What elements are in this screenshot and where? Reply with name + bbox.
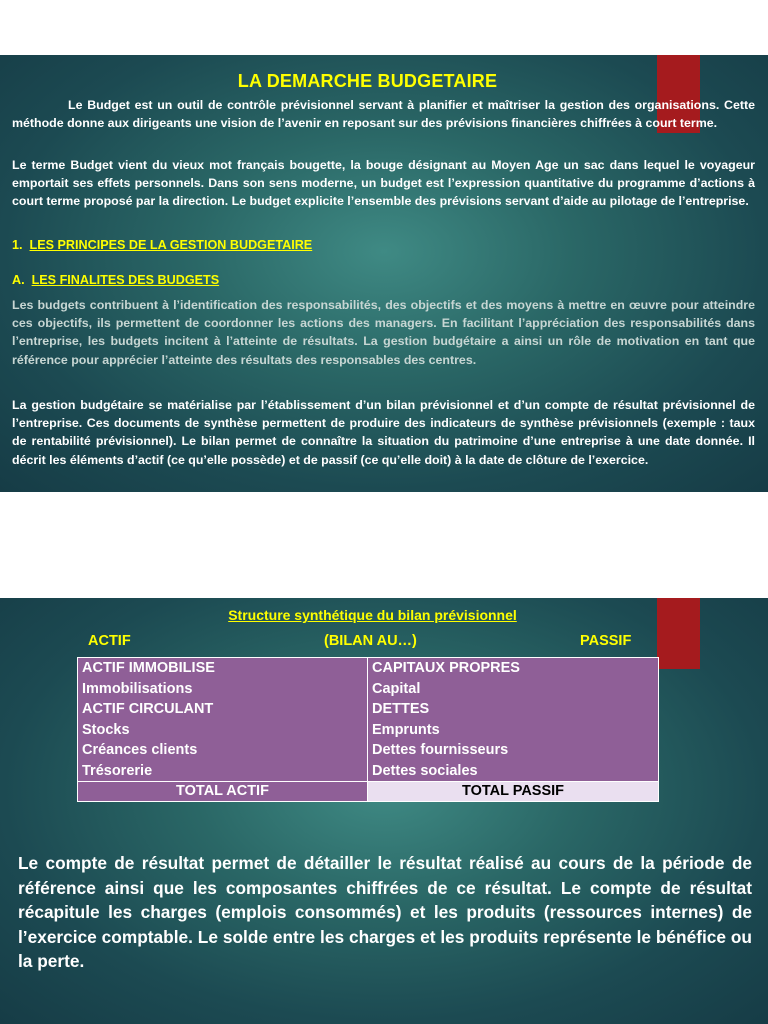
passif-header: PASSIF <box>580 633 632 649</box>
table-row <box>78 658 659 782</box>
list-item: Créances clients <box>82 742 198 758</box>
total-actif-cell: TOTAL ACTIF <box>78 782 368 802</box>
slide-bilan-structure <box>0 598 768 1024</box>
finalites-paragraph: Les budgets contribuent à l’identification des responsabilités, des objectifs et des moyens à mettre en œuvre pour atteindre ces objectifs, ils permettent de coordonner les actions des managers. En facilitant l’appréciation des responsabilités dans l’entreprise, les budgets incitent à l’atteinte de résultats. La gestion budgétaire a ainsi un rôle de motivation en tant que référence pour apprécier l’atteinte des résultats des responsables des centres. <box>12 298 755 367</box>
list-item: DETTES <box>372 701 430 717</box>
bilan-paragraph: La gestion budgétaire se matérialise par l’établissement d’un bilan prévisionnel et d’un compte de résultat prévisionnel de l’entreprise. Ces documents de synthèse permettent de produire des indicateurs de synthèse prévisionnels (exemple : taux de rentabilité prévisionnel). Le bilan permet de connaître la situation du patrimoine d’une entreprise à une date donnée. Il décrit les éléments d’actif (ce qu’elle possède) et de passif (ce qu’elle doit) à la date de clôture de l’exercice. <box>12 398 755 467</box>
slide-budget-approach <box>0 55 768 492</box>
section-label: LES FINALITES DES BUDGETS <box>31 273 220 287</box>
section-heading-principles <box>12 238 312 252</box>
section-letter: A. <box>12 273 25 287</box>
bilan-table <box>77 657 659 802</box>
actif-column <box>78 658 368 782</box>
etymology-paragraph: Le terme Budget vient du vieux mot français bougette, la bouge désignant au Moyen Age un sac dans lequel le voyageur emportait ses effets personnels. Dans son sens moderne, un budget est l’expression quantitative du programme d’actions à court terme proposé par la direction. Le budget explicite l’ensemble des prévisions servant d’aide au pilotage de l’entreprise. <box>12 158 755 209</box>
section-number: 1. <box>12 238 23 252</box>
list-item: CAPITAUX PROPRES <box>372 660 520 676</box>
slide-title: LA DEMARCHE BUDGETAIRE <box>237 71 498 91</box>
list-item: Immobilisations <box>82 680 193 697</box>
table-row <box>78 782 659 802</box>
list-item: Stocks <box>82 721 130 738</box>
total-passif-cell: TOTAL PASSIF <box>368 782 659 802</box>
passif-column <box>368 658 659 782</box>
list-item: ACTIF IMMOBILISE <box>82 660 215 676</box>
section-label: LES PRINCIPES DE LA GESTION BUDGETAIRE <box>29 238 313 252</box>
section-heading-finalites <box>12 273 219 287</box>
list-item: Capital <box>372 680 421 697</box>
list-item: Emprunts <box>372 721 440 738</box>
bilan-date-header: (BILAN AU…) <box>324 633 417 649</box>
intro-paragraph: Le Budget est un outil de contrôle prévisionnel servant à planifier et maîtriser la gestion des organisations. Cette méthode donne aux dirigeants une vision de l’avenir en reposant sur des prévisions financières chiffrées à court terme. <box>12 98 755 131</box>
list-item: Dettes fournisseurs <box>372 742 509 758</box>
bilan-structure-title: Structure synthétique du bilan prévisionnel <box>228 607 517 623</box>
actif-header: ACTIF <box>88 633 131 649</box>
compte-resultat-paragraph: Le compte de résultat permet de détailler le résultat réalisé au cours de la période de référence ainsi que les composantes chiffrées de ce résultat. Le compte de résultat récapitule les charges (emplois consommés) et les produits (ressources internes) de l’exercice comptable. Le solde entre les charges et les produits représente le bénéfice ou la perte. <box>18 853 752 972</box>
list-item: Trésorerie <box>82 762 153 779</box>
list-item: ACTIF CIRCULANT <box>82 701 214 717</box>
list-item: Dettes sociales <box>372 762 478 779</box>
